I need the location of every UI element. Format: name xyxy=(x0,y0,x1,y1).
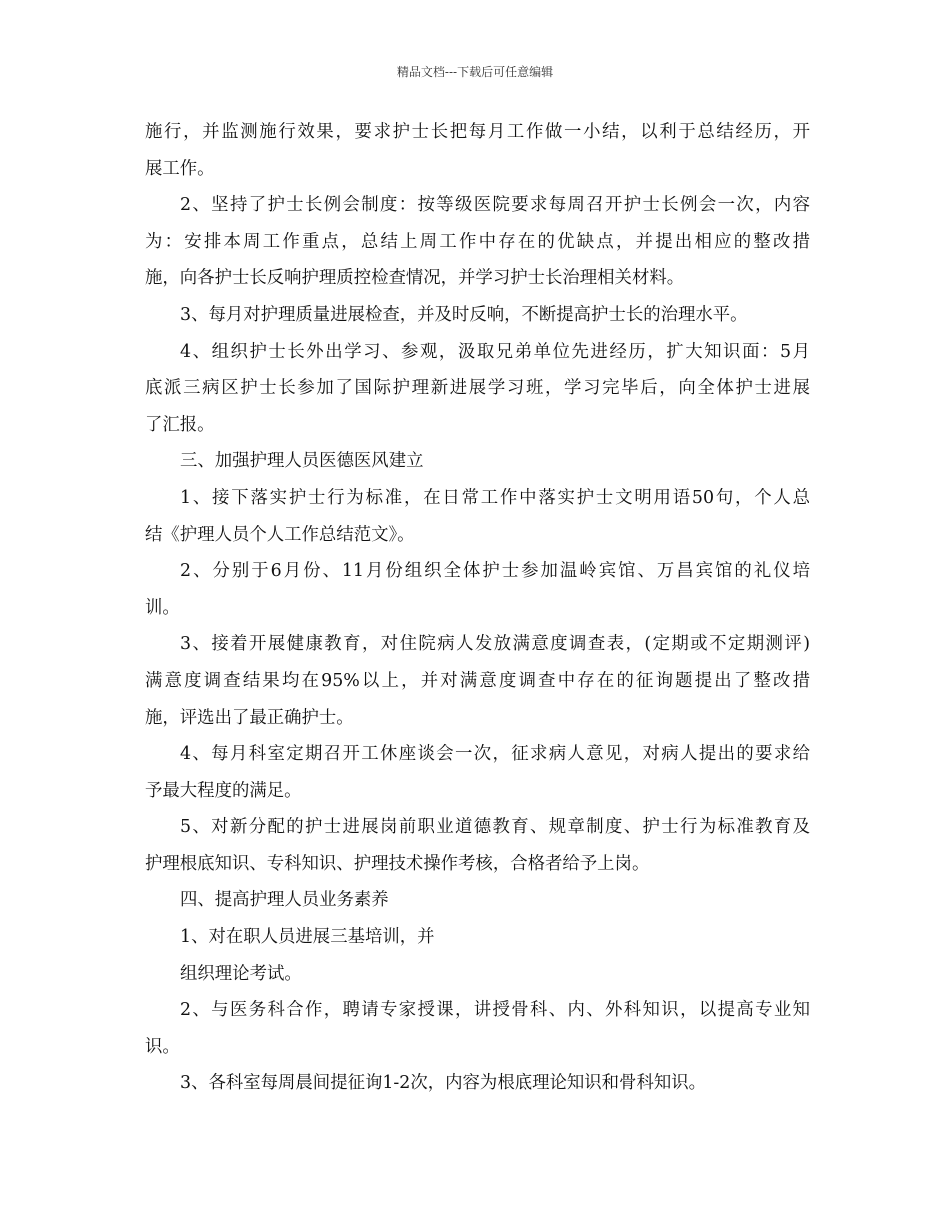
text-line: 组织理论考试。 xyxy=(180,963,302,984)
text-line: 1、接下落实护士行为标准，在日常工作中落实护士文明用语50句，个人总 xyxy=(180,487,810,508)
text-line: 了汇报。 xyxy=(145,414,215,435)
text-line: 护理根底知识、专科知识、护理技术操作考核，合格者给予上岗。 xyxy=(145,853,650,874)
text-line: 2、分别于6月份、11月份组织全体护士参加温岭宾馆、万昌宾馆的礼仪培 xyxy=(180,561,810,582)
text-line: 施，向各护士长反响护理质控检查情况，并学习护士长治理相关材料。 xyxy=(145,268,685,289)
text-line: 训。 xyxy=(145,597,180,618)
text-line: 底派三病区护士长参加了国际护理新进展学习班，学习完毕后，向全体护士进展 xyxy=(145,378,810,399)
page-header: 精品文档---下载后可任意编辑 xyxy=(396,65,554,79)
text-line: 2、与医务科合作，聘请专家授课，讲授骨科、内、外科知识，以提高专业知 xyxy=(180,1000,810,1021)
text-line: 3、每月对护理质量进展检查，并及时反响，不断提高护士长的治理水平。 xyxy=(180,304,748,325)
text-line: 4、每月科室定期召开工休座谈会一次，征求病人意见，对病人提出的要求给 xyxy=(180,744,810,765)
text-line: 为：安排本周工作重点，总结上周工作中存在的优缺点，并提出相应的整改措 xyxy=(145,231,810,252)
text-line: 施行，并监测施行效果，要求护士长把每月工作做一小结，以利于总结经历，开 xyxy=(145,122,810,142)
document-body xyxy=(145,114,810,1102)
text-line: 三、加强护理人员医德医风建立 xyxy=(180,451,424,472)
text-line: 予最大程度的满足。 xyxy=(145,780,302,801)
text-line: 2、坚持了护士长例会制度：按等级医院要求每周召开护士长例会一次，内容 xyxy=(180,195,810,216)
text-line: 5、对新分配的护士进展岗前职业道德教育、规章制度、护士行为标准教育及 xyxy=(180,817,810,838)
text-line: 结《护理人员个人工作总结范文》。 xyxy=(145,524,415,545)
text-line: 展工作。 xyxy=(145,158,215,179)
text-line: 施，评选出了最正确护士。 xyxy=(145,707,354,728)
text-line: 1、对在职人员进展三基培训，并 xyxy=(180,927,435,948)
text-line: 识。 xyxy=(145,1036,180,1057)
text-line: 3、各科室每周晨间提征询1-2次，内容为根底理论知识和骨科知识。 xyxy=(180,1073,707,1094)
text-line: 4、组织护士长外出学习、参观，汲取兄弟单位先进经历，扩大知识面：5月 xyxy=(180,341,810,362)
text-line: 四、提高护理人员业务素养 xyxy=(180,890,389,911)
text-line: 满意度调查结果均在95%以上，并对满意度调查中存在的征询题提出了整改措 xyxy=(145,670,810,691)
text-line: 3、接着开展健康教育，对住院病人发放满意度调查表，(定期或不定期测评) xyxy=(180,634,810,655)
